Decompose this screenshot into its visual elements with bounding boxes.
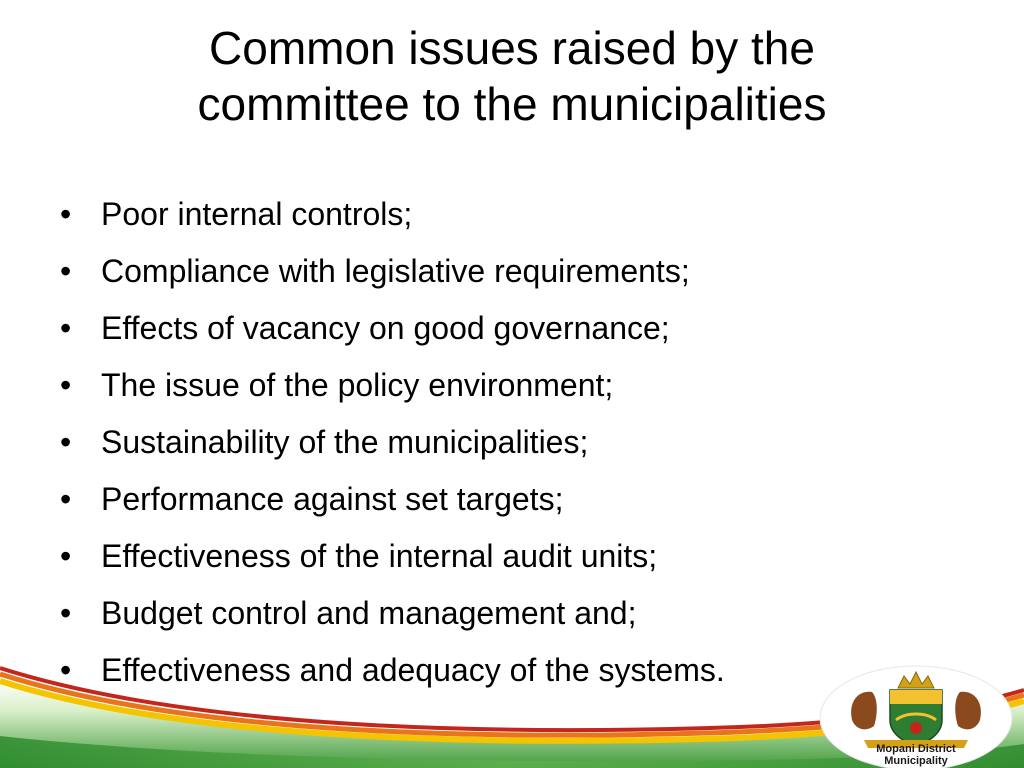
bullet-text: Effectiveness of the internal audit units;	[101, 538, 658, 574]
bullet-dot: •	[60, 253, 72, 289]
bullet-text: Effects of vacancy on good governance;	[101, 310, 670, 346]
bullet-item	[58, 414, 958, 471]
bullet-text: Sustainability of the municipalities;	[101, 424, 589, 460]
title-line-1: Common issues raised by the	[209, 22, 815, 74]
municipality-logo	[818, 662, 1014, 768]
bullet-dot: •	[60, 595, 72, 631]
bullet-text: Budget control and management and;	[101, 595, 637, 631]
bullet-text: The issue of the policy environment;	[101, 367, 614, 403]
bullet-dot: •	[60, 481, 72, 517]
bullet-item	[58, 357, 958, 414]
bullet-dot: •	[60, 538, 72, 574]
bullet-text: Effectiveness and adequacy of the systems.	[101, 652, 725, 688]
bullet-item	[58, 243, 958, 300]
svg-text:Municipality: Municipality	[884, 755, 948, 767]
bullet-item	[58, 585, 958, 642]
bullet-list	[58, 186, 958, 699]
bullet-dot: •	[60, 367, 72, 403]
slide-title	[60, 20, 964, 132]
svg-text:Mopani District: Mopani District	[876, 743, 956, 755]
bullet-dot: •	[60, 196, 72, 232]
bullet-item	[58, 300, 958, 357]
bullet-item	[58, 528, 958, 585]
bullet-dot: •	[60, 652, 72, 688]
bullet-text: Compliance with legislative requirements;	[101, 253, 690, 289]
bullet-dot: •	[60, 424, 72, 460]
bullet-item	[58, 471, 958, 528]
bullet-text: Performance against set targets;	[101, 481, 564, 517]
title-line-2: committee to the municipalities	[197, 78, 827, 130]
bullet-text: Poor internal controls;	[101, 196, 413, 232]
bullet-item	[58, 186, 958, 243]
bullet-dot: •	[60, 310, 72, 346]
